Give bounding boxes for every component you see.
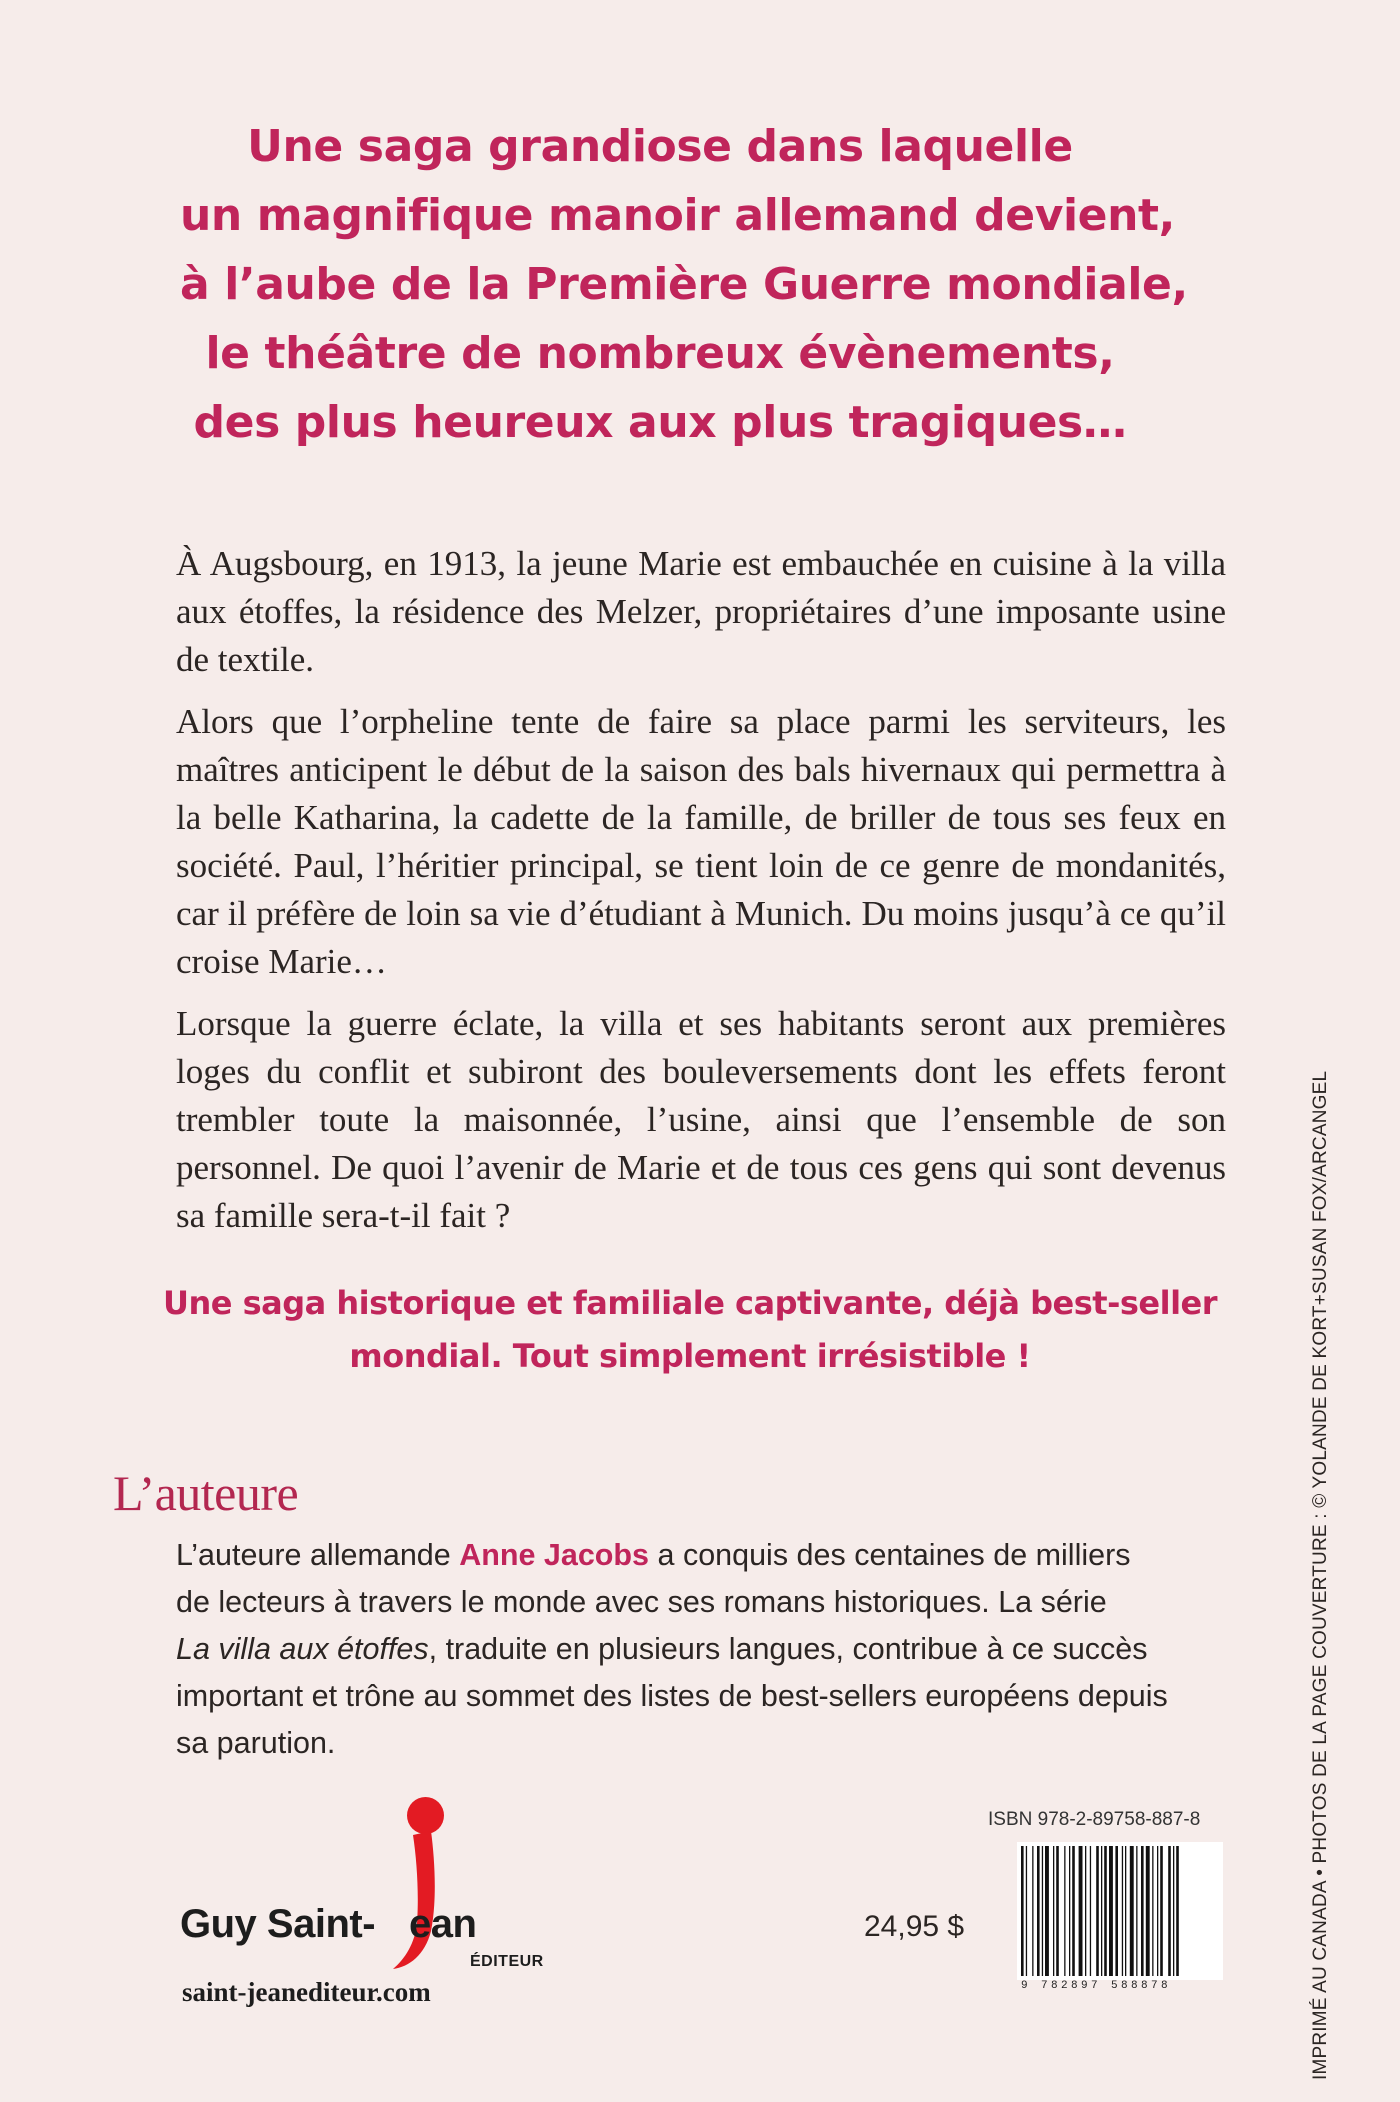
author-bio-text: L’auteure allemande xyxy=(176,1538,460,1572)
barcode-bar xyxy=(1096,1846,1099,1976)
barcode-bar xyxy=(1152,1846,1153,1976)
publisher-editeur: ÉDITEUR xyxy=(470,1953,544,1970)
synopsis-paragraph: Alors que l’orpheline tente de faire sa place parmi les serviteurs, les maîtres anticipent le début de la saison des bals hivernaux qui permettra à la belle Katharina, la cadette de la famille, de briller de tous ses feux en société. Paul, l’héritier principal, se tient loin de ce genre de mondanités, car il préfère de loin sa vie d’étudiant à Munich. Du moins jusqu’à ce qu’il croise Marie… xyxy=(176,702,1226,981)
barcode-bar xyxy=(1122,1846,1123,1976)
side-credit: IMPRIMÉ AU CANADA • PHOTOS DE LA PAGE COUVERTURE : © YOLANDE DE KORT+SUSAN FOX/ARCANGEL xyxy=(1310,1070,1331,2080)
barcode-bar xyxy=(1069,1846,1070,1976)
tagline-line: mondial. Tout simplement irrésistible ! xyxy=(349,1337,1031,1375)
author-bio-line xyxy=(176,1626,1236,1673)
author-bio-text: a conquis des centaines de milliers xyxy=(649,1538,1131,1572)
publisher-website: saint-jeanediteur.com xyxy=(182,1977,431,2007)
barcode-bar xyxy=(1037,1846,1040,1976)
barcode xyxy=(1017,1842,1223,1992)
barcode-bar xyxy=(1130,1846,1134,1976)
barcode-bar xyxy=(1136,1846,1137,1976)
barcode-bar xyxy=(1109,1846,1113,1976)
price: 24,95 $ xyxy=(864,1910,965,1943)
isbn: ISBN 978-2-89758-887-8 xyxy=(988,1809,1201,1830)
barcode-bar xyxy=(1173,1846,1174,1976)
barcode-bar xyxy=(1085,1846,1086,1976)
barcode-bar xyxy=(1115,1846,1118,1976)
author-bio-line: de lecteurs à travers le monde avec ses romans historiques. La série xyxy=(176,1585,1107,1619)
barcode-bar xyxy=(1146,1846,1150,1976)
barcode-bar xyxy=(1157,1846,1158,1976)
barcode-bar xyxy=(1125,1846,1126,1976)
logo-j-icon xyxy=(391,1831,451,1971)
tagline xyxy=(150,1277,1230,1383)
barcode-digits: 9 782897 588878 xyxy=(1021,1980,1172,1992)
author-heading: L’auteure xyxy=(113,1465,299,1521)
author-bio-line xyxy=(176,1532,1236,1579)
publisher-name-part: Guy Saint- xyxy=(180,1902,376,1946)
pitch-line: Une saga grandiose dans laquelle xyxy=(247,121,1073,172)
barcode-bar xyxy=(1104,1846,1107,1976)
pitch-line: le théâtre de nombreux évènements, xyxy=(205,328,1115,379)
barcode-bar xyxy=(1026,1846,1027,1976)
tagline-line: Une saga historique et familiale captivante, déjà best-seller xyxy=(162,1284,1218,1322)
barcode-bar xyxy=(1072,1846,1075,1976)
barcode-bar xyxy=(1021,1846,1024,1976)
author-bio-line: sa parution. xyxy=(176,1726,336,1760)
author-name: Anne Jacobs xyxy=(459,1538,650,1572)
pitch-line: un magnifique manoir allemand devient, xyxy=(180,190,1175,241)
pitch-line: à l’aube de la Première Guerre mondiale, xyxy=(180,259,1188,310)
barcode-bar xyxy=(1176,1846,1179,1976)
barcode-bars-icon xyxy=(1017,1842,1223,1980)
barcode-bar xyxy=(1168,1846,1171,1976)
author-bio-text: , traduite en plusieurs langues, contribue à ce succès xyxy=(428,1632,1148,1666)
publisher-logo xyxy=(180,1795,544,2025)
barcode-bar xyxy=(1042,1846,1043,1976)
synopsis-paragraph: À Augsbourg, en 1913, la jeune Marie est embauchée en cuisine à la villa aux étoffes, la résidence des Melzer, propriétaires d’une imposante usine de textile. xyxy=(176,544,1226,679)
pitch-text xyxy=(180,112,1188,457)
synopsis-paragraph: Lorsque la guerre éclate, la villa et ses habitants seront aux premières loges du conflit et subiront des bouleversements dont les effets feront trembler toute la maisonnée, l’usine, ainsi que l’ensemble de son personnel. De quoi l’avenir de Marie et de tous ces gens qui sont devenus sa famille sera-t-il fait ? xyxy=(176,1004,1226,1235)
barcode-bar xyxy=(1101,1846,1102,1976)
barcode-bar xyxy=(1032,1846,1033,1976)
logo-dot-icon xyxy=(407,1797,444,1834)
barcode-bar xyxy=(1141,1846,1144,1976)
barcode-bar xyxy=(1090,1846,1091,1976)
series-title: La villa aux étoffes xyxy=(176,1632,429,1666)
author-bio xyxy=(176,1532,1236,1767)
barcode-bar xyxy=(1160,1846,1163,1976)
barcode-bar xyxy=(1053,1846,1054,1976)
author-bio-line: important et trône au sommet des listes de best-sellers européens depuis xyxy=(176,1679,1168,1713)
pitch-line: des plus heureux aux plus tragiques… xyxy=(193,397,1127,448)
publisher-name xyxy=(180,1902,476,1947)
barcode-bar xyxy=(1064,1846,1065,1976)
barcode-bar xyxy=(1056,1846,1059,1976)
barcode-bar xyxy=(1079,1846,1083,1976)
synopsis xyxy=(176,540,1226,1254)
publisher-name-part: ean xyxy=(409,1902,477,1946)
barcode-bar xyxy=(1045,1846,1049,1976)
